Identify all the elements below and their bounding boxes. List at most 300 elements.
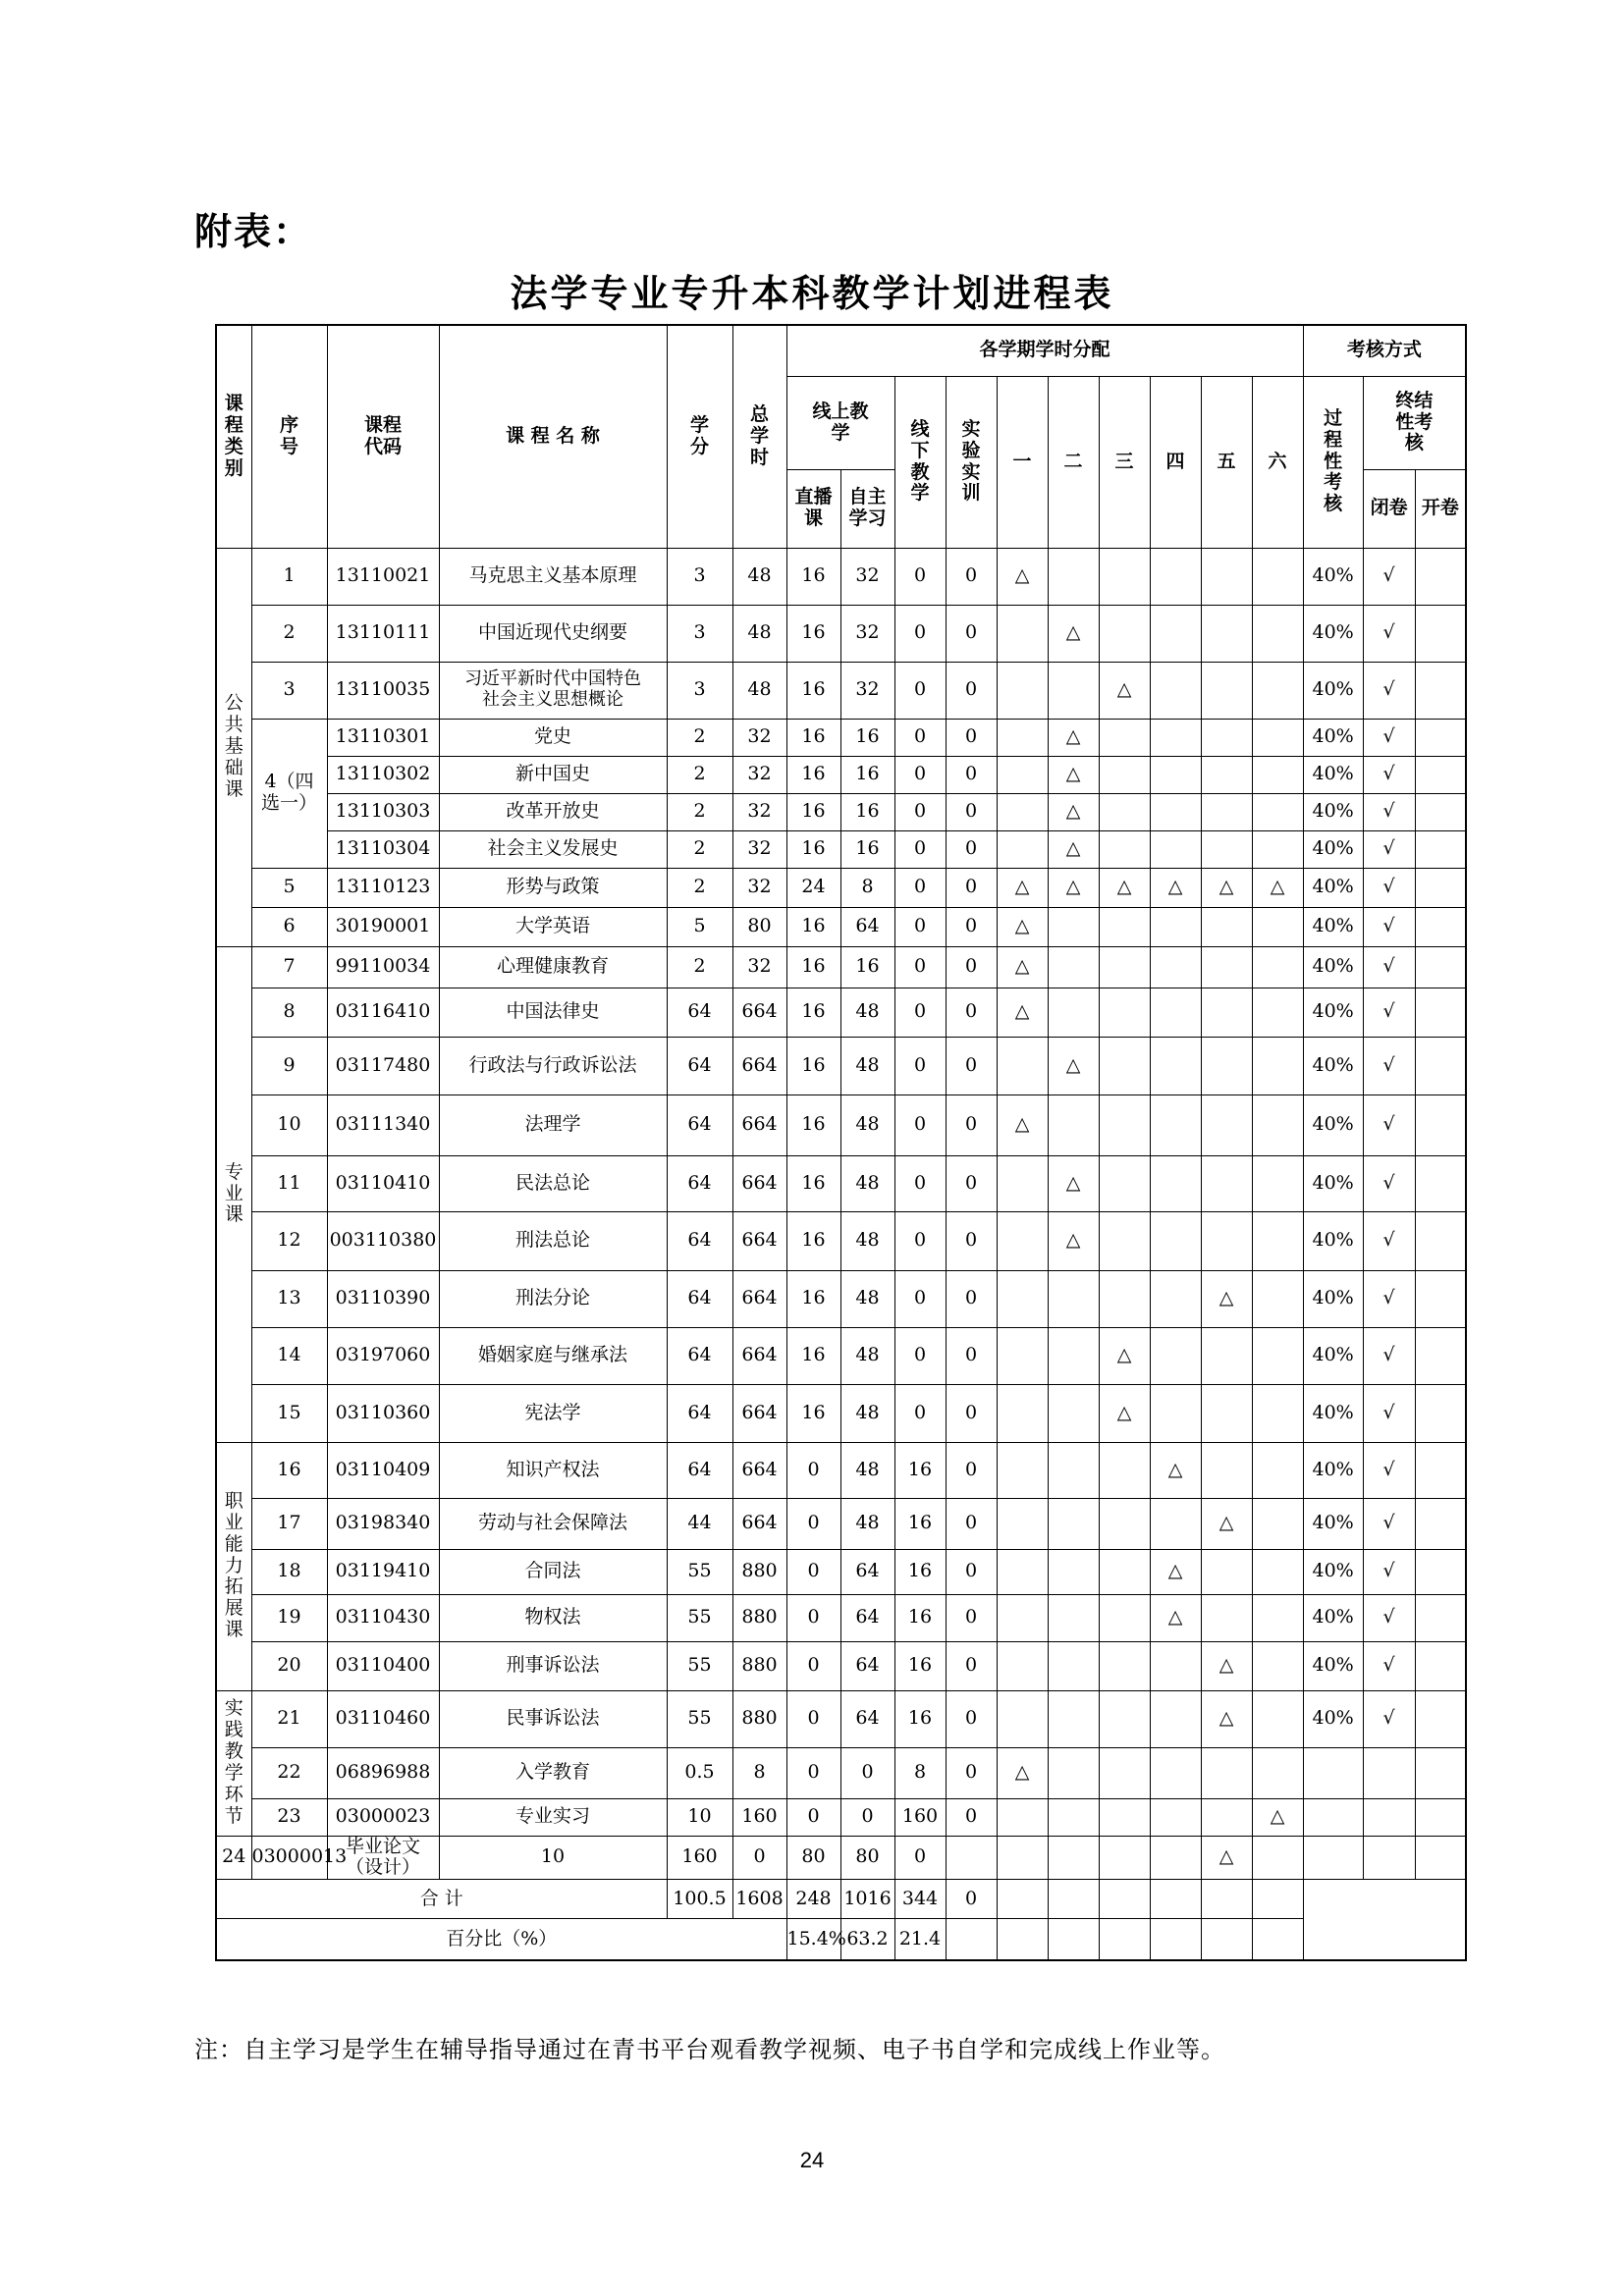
lab-cell: 0 [946,1747,997,1798]
live-cell: 16 [786,793,840,830]
lab-cell: 0 [946,1155,997,1211]
h-seq-text: 序 号 [279,413,298,457]
footnote: 注：自主学习是学生在辅导指导通过在青书平台观看教学视频、电子书自学和完成线上作业等。 [194,2036,1225,2063]
closed-book-cell: √ [1363,1327,1415,1384]
semester-3-cell [1099,1211,1150,1270]
h-cat-text: 课 程 类 别 [224,393,244,479]
offline-cell: 0 [894,1155,946,1211]
live-cell: 0 [786,1798,840,1836]
closed-book-cell: √ [1363,719,1415,756]
h-offline-text: 线 下 教 学 [910,417,930,505]
lab-cell: 0 [946,1270,997,1327]
semester-5-cell [1201,830,1252,868]
code-cell: 13110035 [327,662,439,719]
table-row [216,719,1466,756]
name-cell: 物权法 [439,1594,667,1641]
semester-1-cell [997,1798,1048,1836]
closed-book-cell: √ [1363,1594,1415,1641]
closed-book-cell: √ [1363,907,1415,946]
lab-cell: 0 [946,1594,997,1641]
offline-cell: 16 [894,1690,946,1747]
total-assess-empty [1303,1880,1466,1960]
process-assess-cell: 40% [1303,1641,1363,1690]
offline-cell: 0 [894,1211,946,1270]
semester-1-cell [997,605,1048,662]
total-sem-empty [1048,1880,1099,1919]
name-cell: 专业实习 [439,1798,667,1836]
header-sem2: 二 [1048,376,1099,548]
open-book-cell [1415,548,1466,605]
percent-label: 百分比（%） [216,1919,786,1960]
category-cell: 实 践 教 学 环 节 [216,1690,251,1836]
lab-cell: 0 [946,1327,997,1384]
seq-cell: 9 [251,1037,327,1095]
semester-4-cell [1099,1836,1150,1880]
self-cell: 8 [840,868,894,907]
semester-3-cell [1099,1155,1150,1211]
percent-sem-empty [1048,1919,1099,1960]
table-row [216,793,1466,830]
open-book-cell [1415,1594,1466,1641]
offline-cell: 0 [894,1095,946,1155]
semester-6-cell [1252,988,1303,1037]
table-row [216,1798,1466,1836]
hours-cell: 48 [732,548,786,605]
semester-6-cell [1252,1549,1303,1594]
semester-5-cell [1201,1384,1252,1442]
closed-book-cell: √ [1363,830,1415,868]
table-row [216,1690,1466,1747]
table-row [216,1270,1466,1327]
semester-6-cell [1252,1384,1303,1442]
credit-cell: 2 [667,719,732,756]
semester-2-cell: △ [1048,1037,1099,1095]
live-cell: 16 [786,1155,840,1211]
semester-4-cell [1150,756,1201,793]
semester-2-cell: △ [1048,793,1099,830]
code-cell: 03000023 [327,1798,439,1836]
credit-cell: 64 [667,1384,732,1442]
lab-cell: 0 [946,1549,997,1594]
h-credit-text: 学 分 [689,413,709,457]
closed-book-cell: √ [1363,1384,1415,1442]
process-assess-cell: 40% [1303,1037,1363,1095]
hours-cell: 664 [732,1155,786,1211]
open-book-cell [1415,1747,1466,1798]
credit-cell: 10 [439,1836,667,1880]
name-cell: 婚姻家庭与继承法 [439,1327,667,1384]
semester-3-cell: △ [1099,868,1150,907]
table-row [216,1442,1466,1498]
credit-cell: 64 [667,1037,732,1095]
process-assess-cell: 40% [1303,1095,1363,1155]
credit-cell: 3 [667,662,732,719]
self-cell: 48 [840,1211,894,1270]
semester-5-cell [1201,605,1252,662]
lab-cell: 0 [946,756,997,793]
credit-cell: 55 [667,1594,732,1641]
code-cell: 03119410 [327,1549,439,1594]
percent-sem-empty [1201,1919,1252,1960]
semester-6-cell [1252,1095,1303,1155]
semester-3-cell [1099,946,1150,988]
hours-cell: 880 [732,1641,786,1690]
semester-6-cell: △ [1252,868,1303,907]
semester-4-cell [1150,1798,1201,1836]
offline-cell: 160 [894,1798,946,1836]
self-cell: 16 [840,756,894,793]
offline-cell: 0 [894,605,946,662]
self-cell: 48 [840,1498,894,1549]
header-seq [251,325,327,548]
open-book-cell [1415,1690,1466,1747]
live-cell: 16 [786,548,840,605]
credit-cell: 3 [667,548,732,605]
closed-book-cell: √ [1363,1549,1415,1594]
open-book-cell [1415,756,1466,793]
name-cell: 毕业论文（设计） [327,1836,439,1880]
process-assess-cell [1303,1747,1363,1798]
name-cell: 马克思主义基本原理 [439,548,667,605]
offline-cell: 16 [894,1442,946,1498]
semester-4-cell: △ [1150,1594,1201,1641]
self-cell: 48 [840,988,894,1037]
semester-6-cell [1252,1641,1303,1690]
table-row [216,1211,1466,1270]
name-cell: 刑法总论 [439,1211,667,1270]
process-assess-cell [1252,1836,1303,1880]
table-row [216,830,1466,868]
offline-cell: 0 [894,868,946,907]
offline-cell: 16 [894,1549,946,1594]
semester-3-cell [1099,793,1150,830]
code-cell: 99110034 [327,946,439,988]
semester-3-cell [1099,1747,1150,1798]
self-cell: 64 [840,1549,894,1594]
total-live: 248 [786,1880,840,1919]
semester-1-cell [997,1594,1048,1641]
closed-book-cell [1363,1747,1415,1798]
total-sem-empty [1099,1880,1150,1919]
percent-sem-empty [1099,1919,1150,1960]
total-offline: 344 [894,1880,946,1919]
semester-6-cell [1252,756,1303,793]
header-distribution: 各学期学时分配 [786,325,1303,376]
credit-cell: 2 [667,868,732,907]
table-row [216,662,1466,719]
semester-3-cell [1099,1798,1150,1836]
header-credit [667,325,732,548]
semester-3-cell [1099,548,1150,605]
semester-2-cell: △ [1048,719,1099,756]
code-cell: 03198340 [327,1498,439,1549]
self-cell: 48 [840,1155,894,1211]
live-cell: 16 [786,988,840,1037]
code-cell: 03000013 [251,1836,327,1880]
closed-book-cell: √ [1363,946,1415,988]
closed-book-cell: √ [1363,548,1415,605]
closed-book-cell [1363,1798,1415,1836]
code-cell: 13110304 [327,830,439,868]
hours-cell: 880 [732,1690,786,1747]
semester-4-cell [1150,907,1201,946]
semester-5-cell [1201,1594,1252,1641]
header-sem5: 五 [1201,376,1252,548]
semester-4-cell [1150,1747,1201,1798]
self-cell: 0 [840,1747,894,1798]
semester-6-cell [1252,719,1303,756]
live-cell: 16 [786,1327,840,1384]
live-cell: 16 [786,946,840,988]
code-cell: 03110430 [327,1594,439,1641]
offline-cell: 0 [894,1037,946,1095]
semester-1-cell [997,1690,1048,1747]
semester-2-cell [1048,1747,1099,1798]
semester-4-cell [1150,830,1201,868]
process-assess-cell: 40% [1303,548,1363,605]
name-cell: 改革开放史 [439,793,667,830]
semester-6-cell [1252,830,1303,868]
credit-cell: 2 [667,830,732,868]
credit-cell: 3 [667,605,732,662]
credit-cell: 55 [667,1549,732,1594]
semester-4-cell [1150,1498,1201,1549]
total-self: 1016 [840,1880,894,1919]
live-cell: 0 [786,1498,840,1549]
semester-2-cell: △ [1048,605,1099,662]
process-assess-cell: 40% [1303,1442,1363,1498]
hours-cell: 664 [732,1498,786,1549]
semester-1-cell [997,1549,1048,1594]
hours-cell: 32 [732,946,786,988]
semester-4-cell [1150,946,1201,988]
semester-1-cell [997,1384,1048,1442]
name-cell: 中国近现代史纲要 [439,605,667,662]
code-cell: 13110303 [327,793,439,830]
offline-cell: 16 [894,1641,946,1690]
percent-row [216,1919,1466,1960]
header-sem4: 四 [1150,376,1201,548]
self-cell: 16 [840,946,894,988]
live-cell: 16 [786,1211,840,1270]
open-book-cell [1415,719,1466,756]
semester-1-cell [997,1442,1048,1498]
semester-1-cell [997,1498,1048,1549]
name-cell: 社会主义发展史 [439,830,667,868]
seq-cell: 6 [251,907,327,946]
open-book-cell [1415,1211,1466,1270]
page-title: 法学专业专升本科教学计划进程表 [510,272,1114,315]
seq-cell: 5 [251,868,327,907]
seq-cell: 22 [251,1747,327,1798]
code-cell: 13110301 [327,719,439,756]
semester-2-cell [1048,1270,1099,1327]
open-book-cell [1415,1442,1466,1498]
semester-4-cell [1150,1690,1201,1747]
semester-6-cell [1252,1037,1303,1095]
semester-3-cell [1099,1037,1150,1095]
header-online: 线上教学 [786,376,894,469]
table-row [216,988,1466,1037]
open-book-cell [1415,1327,1466,1384]
seq-cell: 8 [251,988,327,1037]
semester-3-cell: △ [1099,662,1150,719]
semester-5-cell [1201,548,1252,605]
total-label: 合 计 [216,1880,667,1919]
semester-3-cell [1099,1549,1150,1594]
live-cell: 16 [786,756,840,793]
credit-cell: 64 [667,1327,732,1384]
code-cell: 13110111 [327,605,439,662]
lab-cell: 0 [946,605,997,662]
closed-book-cell: √ [1363,1442,1415,1498]
lab-cell: 0 [946,1690,997,1747]
total-sem-empty [1150,1880,1201,1919]
name-cell: 法理学 [439,1095,667,1155]
self-cell: 16 [840,793,894,830]
semester-4-cell: △ [1150,1549,1201,1594]
closed-book-cell: √ [1363,1270,1415,1327]
offline-cell: 0 [894,830,946,868]
semester-2-cell [1048,1594,1099,1641]
lab-cell: 0 [946,548,997,605]
total-hours: 1608 [732,1880,786,1919]
semester-6-cell [1252,1594,1303,1641]
open-book-cell [1415,830,1466,868]
open-book-cell [1415,1498,1466,1549]
process-assess-cell: 40% [1303,1211,1363,1270]
name-cell: 大学英语 [439,907,667,946]
hours-cell: 48 [732,605,786,662]
live-cell: 0 [732,1836,786,1880]
semester-4-cell [1150,1037,1201,1095]
total-lab: 0 [946,1880,997,1919]
offline-cell: 0 [894,988,946,1037]
live-cell: 16 [786,1095,840,1155]
credit-cell: 64 [667,1442,732,1498]
semester-1-cell [997,719,1048,756]
semester-5-cell [1201,1037,1252,1095]
credit-cell: 2 [667,756,732,793]
semester-3-cell [1099,1442,1150,1498]
seq-cell: 3 [251,662,327,719]
semester-4-cell: △ [1150,868,1201,907]
header-hours [732,325,786,548]
self-cell: 0 [840,1798,894,1836]
process-assess-cell: 40% [1303,756,1363,793]
live-cell: 0 [786,1442,840,1498]
closed-book-cell: √ [1363,868,1415,907]
semester-2-cell [1048,1498,1099,1549]
name-cell: 刑法分论 [439,1270,667,1327]
seq-cell: 13 [251,1270,327,1327]
semester-1-cell [997,1037,1048,1095]
self-cell: 64 [840,907,894,946]
header-assess: 考核方式 [1303,325,1466,376]
lab-cell: 0 [946,1037,997,1095]
semester-6-cell [1252,946,1303,988]
semester-5-cell [1201,662,1252,719]
table-row [216,756,1466,793]
semester-5-cell [1201,1211,1252,1270]
credit-cell: 44 [667,1498,732,1549]
live-cell: 16 [786,719,840,756]
semester-5-cell [1201,907,1252,946]
semester-3-cell [1099,1690,1150,1747]
table-body [216,548,1466,1960]
semester-3-cell [1099,1594,1150,1641]
offline-cell: 0 [894,548,946,605]
closed-book-cell: √ [1363,605,1415,662]
hours-cell: 32 [732,756,786,793]
live-cell: 0 [786,1690,840,1747]
self-cell: 64 [840,1641,894,1690]
semester-2-cell [1048,1641,1099,1690]
credit-cell: 10 [667,1798,732,1836]
semester-3-cell [1099,907,1150,946]
lab-cell: 0 [946,1384,997,1442]
header-open: 开卷 [1415,469,1466,548]
seq-cell: 16 [251,1442,327,1498]
lab-cell: 0 [946,719,997,756]
credit-cell: 64 [667,1095,732,1155]
percent-offline: 21.4 [894,1919,946,1960]
hours-cell: 880 [732,1549,786,1594]
header-name: 课 程 名 称 [439,325,667,548]
lab-cell: 0 [946,830,997,868]
semester-4-cell [1150,719,1201,756]
name-cell: 宪法学 [439,1384,667,1442]
closed-book-cell: √ [1363,988,1415,1037]
code-cell: 03197060 [327,1327,439,1384]
credit-cell: 5 [667,907,732,946]
h-process-text: 过 程 性 考 核 [1324,406,1343,515]
self-cell: 32 [840,605,894,662]
seq-cell: 11 [251,1155,327,1211]
offline-cell: 0 [894,1327,946,1384]
code-cell: 03110409 [327,1442,439,1498]
table-row [216,1594,1466,1641]
process-assess-cell: 40% [1303,719,1363,756]
semester-5-cell [1201,1747,1252,1798]
table-row [216,1037,1466,1095]
semester-2-cell [997,1836,1048,1880]
table-row [216,1549,1466,1594]
appendix-heading: 附表： [194,210,313,253]
seq-cell: 14 [251,1327,327,1384]
closed-book-cell: √ [1363,1498,1415,1549]
semester-4-cell [1150,1641,1201,1690]
semester-5-cell [1201,1095,1252,1155]
process-assess-cell: 40% [1303,1549,1363,1594]
semester-6-cell [1252,1690,1303,1747]
semester-2-cell [1048,548,1099,605]
name-cell: 新中国史 [439,756,667,793]
table-row [216,868,1466,907]
semester-5-cell: △ [1201,1498,1252,1549]
semester-1-cell: △ [997,946,1048,988]
semester-1-cell [997,1641,1048,1690]
hours-cell: 160 [667,1836,732,1880]
semester-1-cell: △ [997,1095,1048,1155]
name-cell: 入学教育 [439,1747,667,1798]
code-cell: 13110123 [327,868,439,907]
semester-1-cell [997,1270,1048,1327]
closed-book-cell: √ [1363,1211,1415,1270]
offline-cell: 0 [894,1270,946,1327]
semester-5-cell: △ [1201,1270,1252,1327]
semester-6-cell [1252,793,1303,830]
